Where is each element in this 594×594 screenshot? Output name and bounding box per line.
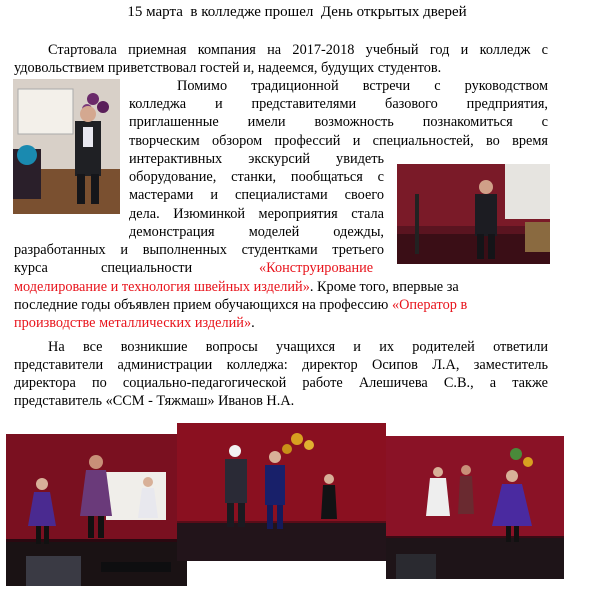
paragraph-line: приглашенные имели возможность познакомиться с	[129, 114, 548, 130]
paragraph-line: На все возникшие вопросы учащихся и их родителей ответили	[48, 339, 548, 355]
specialty-name-highlight: моделирование и технология швейных изделий»	[14, 279, 310, 295]
paragraph-line: представитель «ССМ - Тяжмаш» Иванов Н.А.	[14, 393, 295, 409]
paragraph-word: курса	[14, 260, 48, 276]
specialty-name-highlight: «Конструирование	[259, 260, 374, 276]
paragraph-line: мастерами и специалистами своего	[129, 187, 384, 203]
profession-name-highlight: производстве металлических изделий»	[14, 315, 252, 331]
paragraph-word: специальности	[101, 260, 193, 276]
page-title: 15 марта в колледже прошел День открытых дверей	[127, 4, 467, 20]
paragraph-text: последние годы объявлен прием обучающихся на профессию	[14, 297, 389, 313]
paragraph-line: творческим обзором профессий и специальностей, во время	[129, 133, 548, 149]
photo-fashion-show-3	[386, 436, 564, 579]
photo-speaker-podium	[13, 79, 120, 214]
paragraph-line: разработанных и выполненных студентками третьего	[14, 242, 384, 258]
paragraph-line	[14, 315, 255, 332]
paragraph-line	[14, 297, 467, 314]
paragraph-text: . Кроме того, впервые за	[309, 279, 459, 295]
photo-speaker-stage	[397, 164, 550, 264]
paragraph-line: демонстрация моделей одежды,	[129, 224, 384, 240]
paragraph-line: оборудование, станки, пообщаться с	[129, 169, 384, 185]
paragraph-line: дела. Изюминкой мероприятия стала	[129, 206, 384, 222]
photo-fashion-show-2	[177, 423, 386, 561]
paragraph-text: .	[251, 315, 255, 331]
paragraph-line: директора по социально-педагогической работе Алешичева С.В., а также	[14, 375, 548, 391]
paragraph-line: Помимо традиционной встречи с руководством	[177, 78, 548, 94]
photo-fashion-show-1	[6, 434, 187, 586]
paragraph-line: удовольствием приветствовал гостей и, надеемся, будущих студентов.	[14, 60, 442, 76]
paragraph-line: представители администрации колледжа: директор Осипов Л.А, заместитель	[14, 357, 548, 373]
profession-name-highlight: «Оператор в	[391, 297, 468, 313]
paragraph-line: Стартовала приемная компания на 2017-2018 учебный год и колледж с	[48, 42, 548, 58]
paragraph-line: интерактивных экскурсий увидеть	[129, 151, 384, 167]
paragraph-line	[14, 279, 459, 296]
paragraph-line: колледжа и представителями базового предприятия,	[129, 96, 548, 112]
